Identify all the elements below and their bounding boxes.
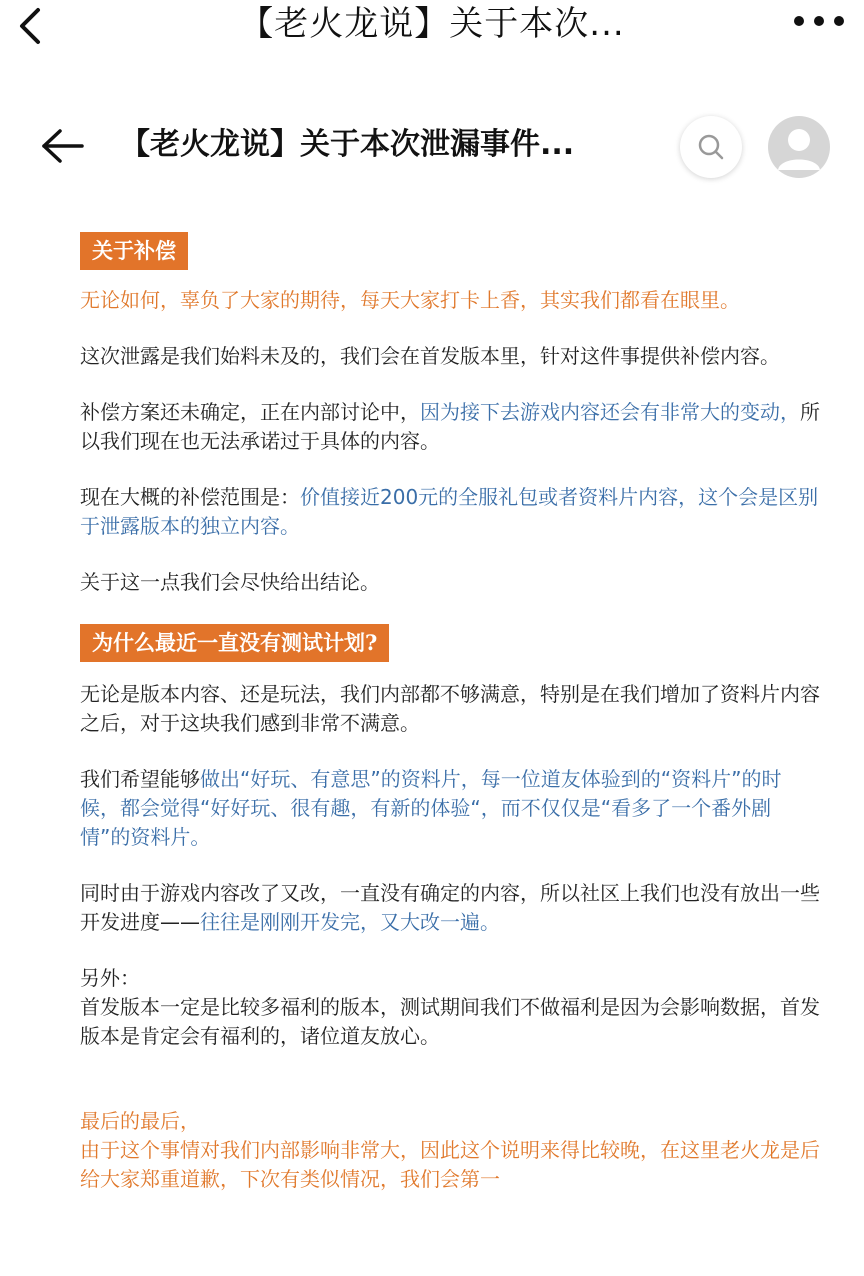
paragraph bbox=[80, 765, 820, 852]
article-title: 【老火龙说】关于本次泄漏事件... bbox=[120, 127, 575, 162]
text-span: 我们希望能够 bbox=[80, 767, 200, 791]
text-span: 所以我们现在也无法承诺过于具体的内容。 bbox=[80, 400, 820, 453]
paragraph: 另外： bbox=[80, 966, 140, 990]
text-span: 补偿方案还未确定，正在内部讨论中， bbox=[80, 400, 420, 424]
page-title: 【老火龙说】关于本次... bbox=[239, 4, 625, 44]
highlight-text: 因为接下去游戏内容还会有非常大的变动， bbox=[420, 400, 800, 424]
paragraph: 首发版本一定是比较多福利的版本，测试期间我们不做福利是因为会影响数据，首发版本是肯定会有福利的，诸位道友放心。 bbox=[80, 995, 820, 1048]
more-dots-icon[interactable] bbox=[794, 6, 844, 36]
paragraph: 关于这一点我们会尽快给出结论。 bbox=[80, 570, 380, 594]
search-icon bbox=[680, 116, 742, 178]
bottom-fade bbox=[0, 1244, 864, 1276]
article-header bbox=[0, 108, 864, 184]
app-top-bar bbox=[0, 0, 864, 56]
user-avatar-icon bbox=[768, 116, 830, 178]
paragraph: 这次泄露是我们始料未及的，我们会在首发版本里，针对这件事提供补偿内容。 bbox=[80, 344, 780, 368]
search-button[interactable] bbox=[680, 116, 742, 178]
paragraph: 无论是版本内容、还是玩法，我们内部都不够满意，特别是在我们增加了资料片内容之后，对于这块我们感到非常不满意。 bbox=[80, 682, 820, 735]
back-arrow-icon[interactable] bbox=[40, 128, 86, 164]
highlight-text: 价值接近200元的全服礼包或者资料片内容，这个会是区别于泄露版本的独立内容。 bbox=[80, 485, 819, 538]
article-body bbox=[80, 232, 820, 1221]
text-span: 同时由于游戏内容改了又改，一直没有确定的内容，所以社区上我们也没有放出一些开发进度—— bbox=[80, 881, 820, 934]
user-avatar[interactable] bbox=[768, 116, 830, 178]
paragraph bbox=[80, 879, 820, 937]
section-heading: 关于补偿 bbox=[80, 232, 188, 270]
paragraph bbox=[80, 398, 820, 456]
section-heading: 为什么最近一直没有测试计划? bbox=[80, 624, 389, 662]
paragraph: 无论如何，辜负了大家的期待，每天大家打卡上香，其实我们都看在眼里。 bbox=[80, 288, 740, 312]
paragraph: 最后的最后， bbox=[80, 1109, 200, 1133]
paragraph bbox=[80, 483, 820, 541]
highlight-text: 做出“好玩、有意思”的资料片，每一位道友体验到的“资料片”的时候，都会觉得“好好玩、很有趣，有新的体验“，而不仅仅是“看多了一个番外剧情”的资料片。 bbox=[80, 767, 782, 849]
text-span: 现在大概的补偿范围是： bbox=[80, 485, 300, 509]
paragraph: 由于这个事情对我们内部影响非常大，因此这个说明来得比较晚，在这里老火龙是后给大家郑重道歉，下次有类似情况，我们会第一 bbox=[80, 1138, 820, 1191]
highlight-text: 往往是刚刚开发完，又大改一遍。 bbox=[200, 910, 500, 934]
